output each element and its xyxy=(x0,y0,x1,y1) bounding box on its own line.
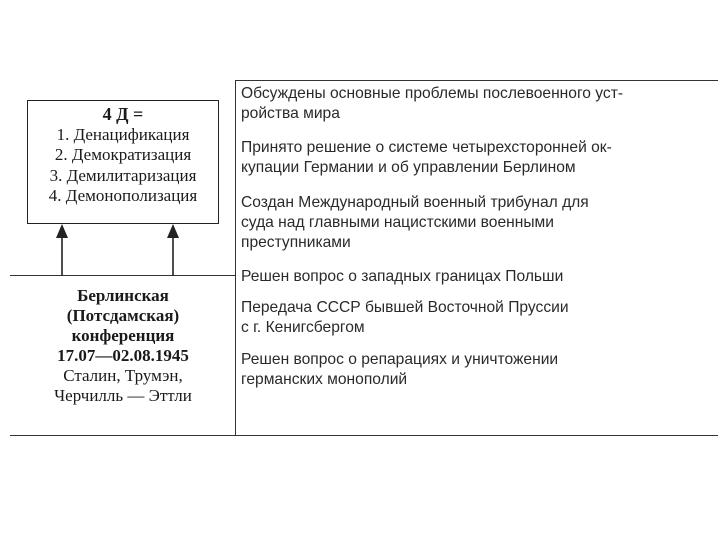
measure-item: 2. Демократизация xyxy=(54,145,192,164)
decision-line: Передача СССР бывшей Восточной Пруссии xyxy=(241,299,569,316)
decision-line: суда над главными нацистскими военными xyxy=(241,214,554,231)
conference-participants: Черчилль — Эттли xyxy=(54,386,192,405)
conference-name: Берлинская xyxy=(77,286,169,305)
conference-block xyxy=(10,286,236,406)
decision-item xyxy=(241,267,711,287)
top-rule xyxy=(236,80,718,81)
conference-name: (Потсдамская) xyxy=(66,306,180,325)
measures-box xyxy=(27,100,219,224)
decision-line: ройства мира xyxy=(241,105,340,122)
decision-item xyxy=(241,298,711,338)
measure-item: 3. Демилитаризация xyxy=(49,165,197,185)
middle-rule xyxy=(10,275,236,276)
decision-line: преступниками xyxy=(241,234,351,251)
decision-line: Решен вопрос о репарациях и уничтожении xyxy=(241,351,559,368)
decision-line: купации Германии и об управлении Берлином xyxy=(241,159,576,176)
measures-title: 4 Д = xyxy=(102,104,144,124)
bottom-rule xyxy=(10,435,718,436)
decision-line: Решен вопрос о западных границах Польши xyxy=(241,268,564,285)
measure-item: 4. Демонополизация xyxy=(48,186,198,205)
conference-name: конференция xyxy=(71,326,175,345)
decision-item xyxy=(241,193,711,253)
conference-participants: Сталин, Трумэн, xyxy=(63,366,183,385)
decision-item xyxy=(241,350,711,390)
up-arrow-left xyxy=(54,224,70,276)
decision-line: Создан Международный военный трибунал для xyxy=(241,194,589,211)
decision-line: Обсуждены основные проблемы послевоенного уст- xyxy=(241,85,624,102)
conference-dates: 17.07—02.08.1945 xyxy=(57,346,189,365)
decision-item xyxy=(241,138,711,178)
decision-line: с г. Кенигсбергом xyxy=(241,319,365,336)
up-arrow-right xyxy=(165,224,181,276)
decision-line: Принято решение о системе четырехсторонней ок- xyxy=(241,139,612,156)
decision-line: германских монополий xyxy=(241,371,408,388)
measure-item: 1. Денацификация xyxy=(56,124,190,144)
decision-item xyxy=(241,84,711,124)
